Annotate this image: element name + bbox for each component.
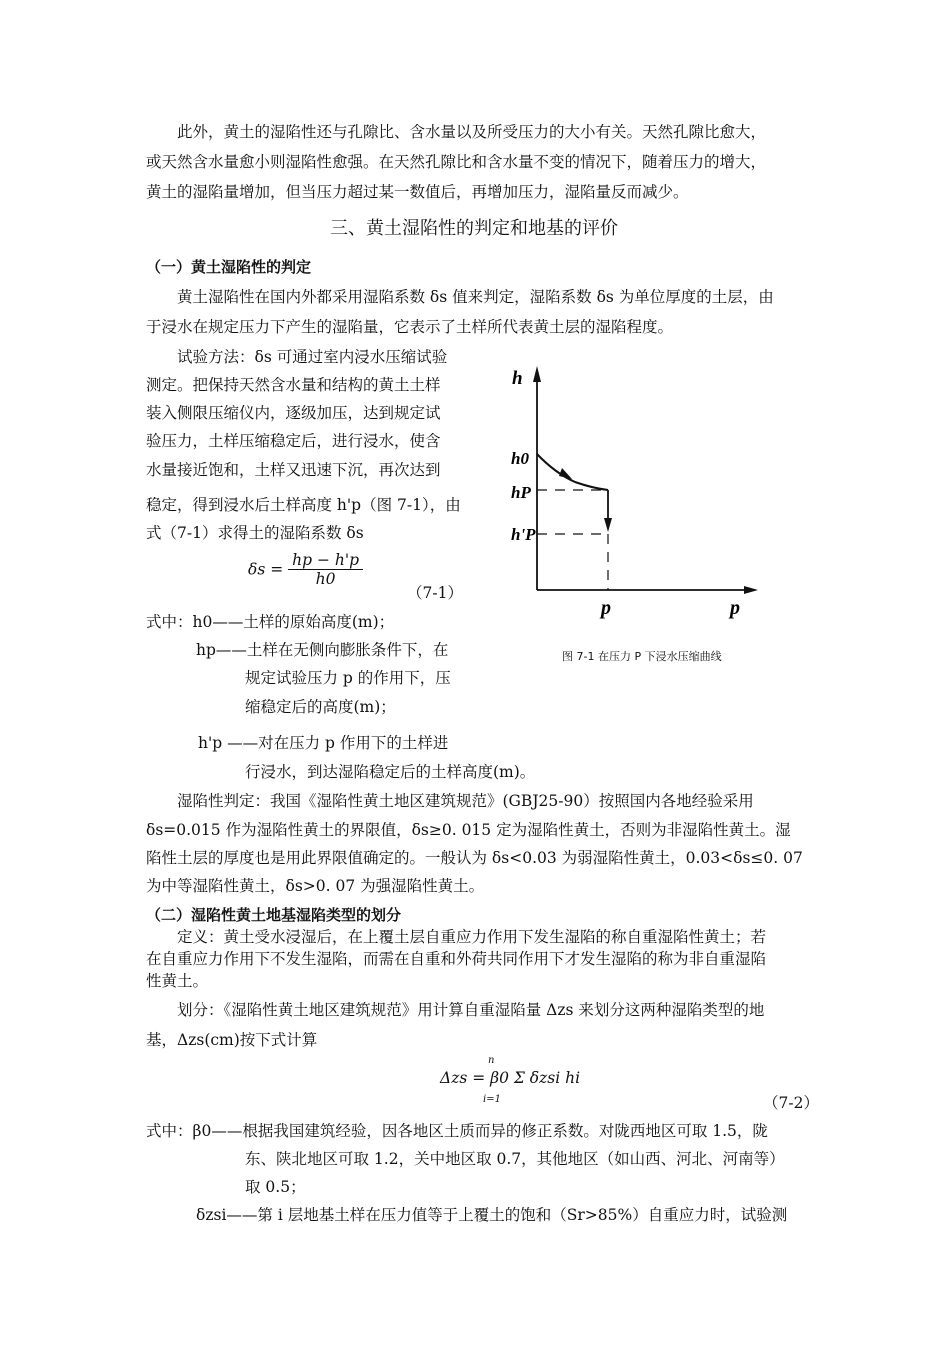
where1-line4: 缩稳定后的高度(m)； [245,698,396,716]
para4-line1: 定义：黄土受水浸湿后，在上覆土层自重应力作用下发生湿陷的称自重湿陷性黄土；若 [177,928,767,946]
where1-line1: 式中：h0——土样的原始高度(m)； [146,613,395,631]
h-axis-label: h [512,368,523,389]
where2-line4: δzsi——第 i 层地基土样在压力值等于上覆土的饱和（Sr>85%）自重应力时，试验测 [196,1206,788,1224]
eq2-upper-limit: n [488,1055,495,1066]
eq1-denominator: h0 [315,570,336,588]
h-axis-arrow [533,366,541,382]
para3-line2: δs=0.015 作为湿陷性黄土的界限值，δs≥0. 015 定为湿陷性黄土，否则为非湿陷性黄土。湿 [146,821,791,839]
method-line4: 验压力，土样压缩稳定后，进行浸水，使含 [146,432,441,450]
p-axis-label: p [730,597,740,619]
compression-curve [537,454,608,490]
where1-line2: hp——土样在无侧向膨胀条件下，在 [196,641,449,659]
p-tick-label: p [601,597,611,619]
method-line3: 装入侧限压缩仪内，逐级加压，达到规定试 [146,404,441,422]
method-line2: 测定。把保持天然含水量和结构的黄土土样 [146,376,441,394]
curve-arrow [559,468,572,479]
para5-line1: 划分：《湿陷性黄土地区建筑规范》用计算自重湿陷量 Δzs 来划分这两种湿陷类型的地 [177,1001,765,1019]
hp-label: hP [511,483,531,502]
eq2-tag: （7-2） [763,1094,819,1112]
equation-7-1 [248,551,363,588]
para4-line3: 性黄土。 [146,972,209,990]
para3-line4: 为中等湿陷性黄土，δs>0. 07 为强湿陷性黄土。 [146,877,485,895]
where1-line3: 规定试验压力 p 的作用下，压 [245,669,451,687]
equation-7-2: Δzs = β0 Σ δzsi hi [440,1069,581,1087]
method-line5: 水量接近饱和，土样又迅速下沉，再次达到 [146,461,441,479]
compression-curve-diagram [500,358,770,628]
where2-line2: 东、陕北地区可取 1.2，关中地区取 0.7，其他地区（如山西、河北、河南等） [245,1150,785,1168]
where1-line6: 行浸水，到达湿陷稳定后的土样高度(m)。 [245,763,536,781]
section-title: 三、黄土湿陷性的判定和地基的评价 [330,218,618,239]
where1-line5: h'p ——对在压力 p 作用下的土样进 [198,734,449,752]
eq2-lower-limit: i=1 [483,1094,501,1105]
where2-line1: 式中：β0——根据我国建筑经验，因各地区土质而异的修正系数。对陇西地区可取 1.5，陇 [146,1122,768,1140]
para1-line2: 或天然含水量愈小则湿陷性愈强。在天然孔隙比和含水量不变的情况下，随着压力的增大， [146,153,767,171]
method-line6: 稳定，得到浸水后土样高度 h'p（图 7-1），由 [146,496,461,514]
eq1-tag: （7-1） [407,584,463,602]
figure-caption: 图 7-1 在压力 P 下浸水压缩曲线 [562,650,722,663]
para5-line2: 基，Δzs(cm)按下式计算 [146,1031,318,1049]
figure-7-1 [500,358,770,628]
method-line1: 试验方法：δs 可通过室内浸水压缩试验 [177,348,448,366]
para3-line3: 陷性土层的厚度也是用此界限值确定的。一般认为 δs<0.03 为弱湿陷性黄土，0.03<δs≤0. 07 [146,849,803,867]
where2-line3: 取 0.5； [245,1178,306,1196]
eq1-numerator: hp − h'p [288,551,363,570]
para1-line3: 黄土的湿陷量增加，但当压力超过某一数值后，再增加压力，湿陷量反而减少。 [146,183,689,201]
para2-line2: 于浸水在规定压力下产生的湿陷量，它表示了土样所代表黄土层的湿陷程度。 [146,318,674,336]
h0-label: h0 [511,449,529,468]
p-axis-arrow [744,586,758,594]
eq1-fraction [288,551,363,588]
soak-drop-arrow [604,518,612,532]
para3-line1: 湿陷性判定：我国《湿陷性黄土地区建筑规范》(GBJ25-90）按照国内各地经验采用 [177,792,754,810]
hp-prime-label: h'P [511,525,536,544]
eq1-lhs: δs = [248,560,284,579]
subsection-title-1: （一）黄土湿陷性的判定 [146,258,312,276]
para1-line1: 此外，黄土的湿陷性还与孔隙比、含水量以及所受压力的大小有关。天然孔隙比愈大， [177,123,767,141]
para2-line1: 黄土湿陷性在国内外都采用湿陷系数 δs 值来判定，湿陷系数 δs 为单位厚度的土层，由 [177,288,774,306]
method-line7: 式（7-1）求得土的湿陷系数 δs [146,524,364,542]
para4-line2: 在自重应力作用下不发生湿陷，而需在自重和外荷共同作用下才发生湿陷的称为非自重湿陷 [146,950,767,968]
subsection-title-2: （二）湿陷性黄土地基湿陷类型的划分 [146,906,402,924]
